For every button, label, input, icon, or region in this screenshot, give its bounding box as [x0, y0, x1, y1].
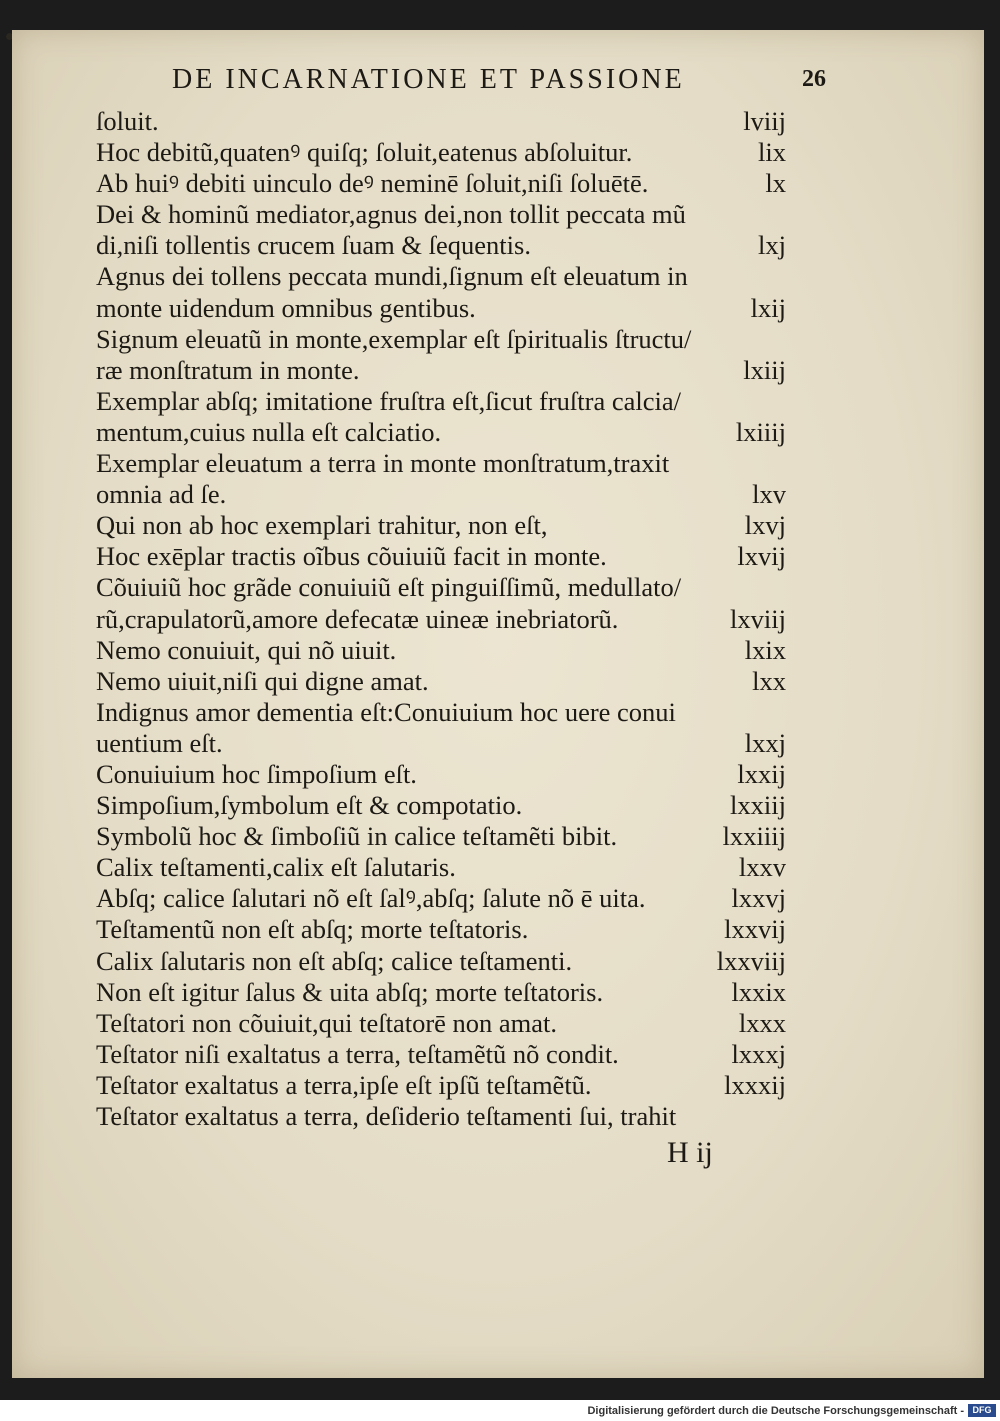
text-line: [96, 914, 786, 945]
aphorism-number: lx: [765, 168, 786, 199]
footer-credit: Digitalisierung gefördert durch die Deutsche Forschungsgemeinschaft -: [587, 1405, 964, 1417]
text-line: [96, 230, 786, 261]
text-line: [96, 977, 786, 1008]
digitization-footer: [0, 1400, 1000, 1421]
text-line: [96, 106, 786, 137]
line-text: Exemplar abſq; imitatione fruſtra eſt,ſicut fruſtra calcia/: [96, 385, 681, 416]
aphorism-number: lxviij: [730, 603, 786, 634]
line-text: Exemplar eleuatum a terra in monte monſtratum,traxit: [96, 448, 670, 479]
running-title: DE INCARNATIONE ET PASSIONE: [172, 64, 685, 95]
line-text: Teſtator exaltatus a terra,ipſe eſt ipſũ teſtamẽtũ.: [96, 1069, 592, 1100]
text-line: [96, 199, 786, 230]
text-line: [96, 852, 786, 883]
line-text: Abſq; calice ſalutari nõ eſt ſalꝰ,abſq; ſalute nõ ē uita.: [96, 883, 646, 914]
line-text: Calix teſtamenti,calix eſt ſalutaris.: [96, 852, 456, 883]
line-text: omnia ad ſe.: [96, 479, 227, 510]
line-text: Teſtatori non cõuiuit,qui teſtatorē non amat.: [96, 1007, 558, 1038]
dfg-logo: DFG: [968, 1404, 996, 1417]
text-line: [96, 635, 786, 666]
text-block: [96, 106, 786, 1132]
text-line: [96, 790, 786, 821]
line-text: Hoc debitũ,quatenꝰ quiſq; ſoluit,eatenus abſoluitur.: [96, 137, 633, 168]
line-text: Qui non ab hoc exemplari trahitur, non eſt,: [96, 510, 548, 541]
text-line: [96, 821, 786, 852]
text-line: [96, 261, 786, 292]
line-text: Conuiuium hoc ſimpoſium eſt.: [96, 758, 417, 789]
line-text: Teſtamentũ non eſt abſq; morte teſtatoris.: [96, 914, 529, 945]
line-text: monte uidendum omnibus gentibus.: [96, 292, 476, 323]
text-line: [96, 946, 786, 977]
line-text: Simpoſium,ſymbolum eſt & compotatio.: [96, 790, 523, 821]
folio-number: 26: [802, 66, 826, 92]
text-line: [96, 293, 786, 324]
aphorism-number: lxxx: [738, 1007, 786, 1038]
text-line: [96, 697, 786, 728]
text-line: [96, 666, 786, 697]
text-line: [96, 324, 786, 355]
text-line: [96, 386, 786, 417]
text-line: [96, 417, 786, 448]
line-text: rũ,crapulatorũ,amore defecatæ uineæ inebriatorũ.: [96, 603, 619, 634]
aphorism-number: lxxj: [744, 727, 786, 758]
line-text: mentum,cuius nulla eſt calciatio.: [96, 416, 442, 447]
line-text: Teſtator exaltatus a terra, deſiderio teſtamenti ſui, trahit: [96, 1101, 677, 1131]
aphorism-number: lxiij: [743, 354, 786, 385]
line-text: Teſtator niſi exaltatus a terra, teſtamẽtũ nõ condit.: [96, 1038, 619, 1069]
line-text: Nemo conuiuit, qui nõ uiuit.: [96, 634, 397, 665]
aphorism-number: lxxix: [731, 976, 786, 1007]
aphorism-number: lix: [758, 137, 786, 168]
text-line: [96, 604, 786, 635]
line-text: Symbolũ hoc & ſimboſiũ in calice teſtamẽti bibit.: [96, 821, 618, 852]
aphorism-number: lxxviij: [716, 945, 786, 976]
line-text: Non eſt igitur ſalus & uita abſq; morte teſtatoris.: [96, 976, 604, 1007]
text-line: [96, 448, 786, 479]
aphorism-number: lxxiij: [730, 790, 786, 821]
aphorism-number: lxij: [750, 292, 786, 323]
line-text: Calix ſalutaris non eſt abſq; calice teſtamenti.: [96, 945, 573, 976]
aphorism-number: lxxxij: [724, 1069, 786, 1100]
aphorism-number: lxvij: [737, 541, 786, 572]
aphorism-number: lxxvj: [731, 883, 786, 914]
line-text: uentium eſt.: [96, 727, 223, 758]
line-text: Indignus amor dementia eſt:Conuiuium hoc uere conui: [96, 696, 676, 727]
aphorism-number: lxix: [744, 634, 786, 665]
text-line: [96, 1101, 786, 1132]
text-line: [96, 1039, 786, 1070]
line-text: Cõuiuiũ hoc grãde conuiuiũ eſt pinguiſſimũ, medullato/: [96, 572, 682, 603]
text-line: [96, 1008, 786, 1039]
aphorism-number: lxxxj: [731, 1038, 786, 1069]
aphorism-number: lxxvij: [724, 914, 786, 945]
aphorism-number: lxxv: [738, 852, 786, 883]
text-line: [96, 168, 786, 199]
text-line: [96, 728, 786, 759]
line-text: Dei & hominũ mediator,agnus dei,non tollit peccata mũ: [96, 199, 686, 230]
aphorism-number: lxxiiij: [722, 821, 786, 852]
aphorism-number: lxvj: [744, 510, 786, 541]
line-text: Signum eleuatũ in monte,exemplar eſt ſpiritualis ſtructu/: [96, 323, 692, 354]
aphorism-number: lviij: [743, 106, 786, 136]
line-text: Agnus dei tollens peccata mundi,ſignum eſt eleuatum in: [96, 261, 688, 292]
text-line: [96, 1070, 786, 1101]
aphorism-number: lxv: [752, 479, 786, 510]
line-text: ræ monſtratum in monte.: [96, 354, 360, 385]
signature-mark: H ij: [667, 1136, 713, 1169]
text-line: [96, 883, 786, 914]
book-page: [12, 30, 984, 1378]
line-text: Nemo uiuit,niſi qui digne amat.: [96, 665, 429, 696]
text-line: [96, 510, 786, 541]
line-text: ſoluit.: [96, 106, 159, 136]
text-line: [96, 479, 786, 510]
text-line: [96, 541, 786, 572]
line-text: di,niſi tollentis crucem ſuam & ſequentis.: [96, 230, 531, 261]
aphorism-number: lxiiij: [735, 416, 786, 447]
aphorism-number: lxxij: [737, 758, 786, 789]
line-text: Ab huiꝰ debiti uinculo deꝰ neminē ſoluit,niſi ſoluētē.: [96, 168, 649, 199]
text-line: [96, 355, 786, 386]
aphorism-number: lxj: [758, 230, 786, 261]
text-line: [96, 572, 786, 603]
text-line: [96, 759, 786, 790]
text-line: [96, 137, 786, 168]
aphorism-number: lxx: [752, 665, 786, 696]
line-text: Hoc exēplar tractis oĩbus cõuiuiũ facit in monte.: [96, 541, 607, 572]
